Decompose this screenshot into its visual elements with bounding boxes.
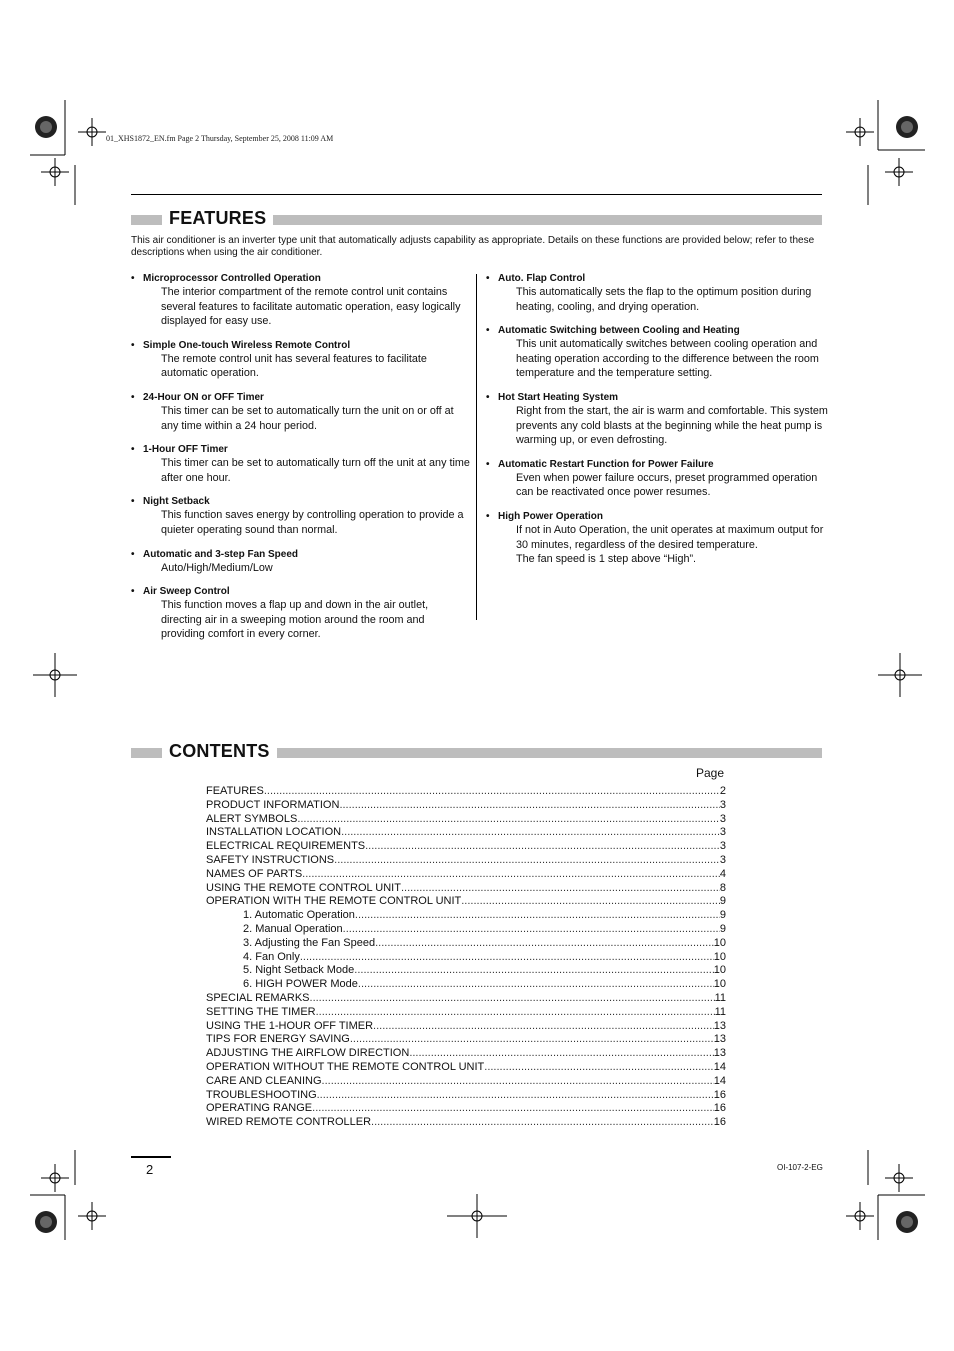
toc-entry-page: 3 — [719, 853, 726, 866]
toc-entry-page: 11 — [714, 1005, 726, 1018]
toc-entry-label: SPECIAL REMARKS — [206, 991, 310, 1004]
toc-entry-label: 2. Manual Operation — [243, 922, 343, 935]
toc-entry-label: INSTALLATION LOCATION — [206, 826, 342, 839]
toc-entry[interactable] — [206, 1047, 726, 1061]
feature-desc: This function moves a flap up and down in the air outlet, directing air in a sweeping motion around the room and providing comfort in every corner. — [161, 599, 429, 641]
toc-leader-dots — [310, 992, 715, 1006]
feature-item — [486, 458, 828, 500]
feature-desc: Right from the start, the air is warm and comfortable. This system prevents any cold blasts at the beginning while the heat pump is warming up, or even defrosting. — [516, 404, 828, 447]
features-right-column — [486, 272, 828, 567]
toc-entry[interactable] — [206, 1061, 726, 1075]
toc-entry-page: 10 — [713, 936, 726, 949]
toc-entry[interactable] — [206, 937, 726, 951]
feature-desc: This unit automatically switches between cooling operation and heating operation according to the difference between the room temperature and the temperature setting. — [516, 338, 819, 380]
toc-entry-label: ADJUSTING THE AIRFLOW DIRECTION — [206, 1047, 410, 1060]
toc-entry[interactable] — [206, 1006, 726, 1020]
toc-entry[interactable] — [206, 964, 726, 978]
feature-head: • Simple One-touch Wireless Remote Control — [131, 339, 471, 352]
toc-entry[interactable] — [206, 868, 726, 882]
toc-entry-label: SAFETY INSTRUCTIONS — [206, 853, 335, 866]
table-of-contents — [206, 785, 726, 1130]
print-info-line: 01_XHS1872_EN.fm Page 2 Thursday, September 25, 2008 11:09 AM — [106, 134, 334, 143]
feature-head: • Automatic Switching between Cooling and Heating — [486, 324, 828, 337]
toc-entry-page: 13 — [713, 1019, 726, 1032]
toc-entry-label: WIRED REMOTE CONTROLLER — [206, 1116, 372, 1129]
page-number: 2 — [146, 1162, 154, 1177]
toc-entry-page: 14 — [713, 1060, 726, 1073]
toc-leader-dots — [312, 1102, 714, 1116]
toc-entry-label: 6. HIGH POWER Mode — [243, 978, 358, 991]
toc-entry-label: PRODUCT INFORMATION — [206, 798, 340, 811]
toc-leader-dots — [339, 799, 719, 813]
toc-entry-label: TROUBLESHOOTING — [206, 1088, 317, 1101]
toc-entry-page: 9 — [719, 895, 726, 908]
toc-entry-label: SETTING THE TIMER — [206, 1005, 316, 1018]
toc-leader-dots — [355, 909, 720, 923]
feature-desc: Auto/High/Medium/Low — [161, 561, 273, 574]
features-title: FEATURES — [169, 208, 272, 229]
toc-entry-label: OPERATION WITH THE REMOTE CONTROL UNIT — [206, 895, 462, 908]
feature-desc: This timer can be set to automatically turn off the unit at any time after one hour. — [161, 457, 470, 484]
toc-entry[interactable] — [206, 1089, 726, 1103]
feature-head: • Hot Start Heating System — [486, 391, 828, 404]
toc-entry[interactable] — [206, 826, 726, 840]
toc-entry-label: OPERATION WITHOUT THE REMOTE CONTROL UNIT — [206, 1060, 485, 1073]
toc-entry[interactable] — [206, 978, 726, 992]
toc-entry-label: USING THE 1-HOUR OFF TIMER — [206, 1019, 374, 1032]
toc-entry[interactable] — [206, 951, 726, 965]
toc-entry-page: 10 — [713, 978, 726, 991]
toc-entry-label: USING THE REMOTE CONTROL UNIT — [206, 881, 401, 894]
toc-leader-dots — [461, 895, 720, 909]
toc-leader-dots — [484, 1061, 713, 1075]
toc-leader-dots — [373, 1020, 714, 1034]
features-left-column — [131, 272, 471, 642]
contents-heading — [131, 743, 822, 763]
feature-item — [131, 443, 471, 485]
toc-entry-page: 13 — [713, 1047, 726, 1060]
toc-entry-page: 11 — [714, 991, 726, 1004]
toc-leader-dots — [297, 813, 720, 827]
toc-entry-page: 13 — [713, 1033, 726, 1046]
toc-entry-page: 10 — [713, 964, 726, 977]
toc-entry[interactable] — [206, 1102, 726, 1116]
toc-leader-dots — [354, 964, 713, 978]
toc-leader-dots — [317, 1089, 714, 1103]
feature-desc: This function saves energy by controlling operation to provide a quieter operating sound than normal. — [161, 509, 464, 536]
contents-title: CONTENTS — [169, 741, 276, 762]
feature-desc: The remote control unit has several features to facilitate automatic operation. — [161, 352, 427, 380]
toc-entry-page: 10 — [713, 950, 726, 963]
toc-entry-label: TIPS FOR ENERGY SAVING — [206, 1033, 350, 1046]
toc-leader-dots — [334, 854, 720, 868]
heading-bar-right — [277, 748, 822, 758]
toc-leader-dots — [300, 951, 714, 965]
toc-leader-dots — [322, 1075, 714, 1089]
feature-item — [131, 272, 471, 329]
features-heading — [131, 210, 822, 230]
feature-item — [131, 391, 471, 433]
toc-entry-label: 5. Night Setback Mode — [243, 964, 355, 977]
toc-entry-page: 8 — [719, 881, 726, 894]
toc-entry[interactable] — [206, 813, 726, 827]
feature-item — [131, 339, 471, 381]
toc-entry[interactable] — [206, 1116, 726, 1130]
toc-entry[interactable] — [206, 1033, 726, 1047]
toc-leader-dots — [365, 840, 720, 854]
column-divider — [476, 274, 477, 620]
toc-entry[interactable] — [206, 840, 726, 854]
toc-leader-dots — [375, 937, 714, 951]
feature-head: • 24-Hour ON or OFF Timer — [131, 391, 471, 404]
toc-entry-page: 4 — [719, 867, 726, 880]
toc-entry[interactable] — [206, 895, 726, 909]
toc-leader-dots — [358, 978, 714, 992]
toc-entry-page: 3 — [719, 826, 726, 839]
toc-entry-label: CARE AND CLEANING — [206, 1074, 322, 1087]
feature-item — [131, 548, 471, 576]
toc-entry-page: 9 — [719, 922, 726, 935]
feature-head: • 1-Hour OFF Timer — [131, 443, 471, 456]
toc-entry-page: 16 — [713, 1088, 726, 1101]
toc-leader-dots — [302, 868, 720, 882]
feature-item — [486, 510, 828, 567]
heading-bar-right — [273, 215, 822, 225]
toc-entry-page: 9 — [719, 909, 726, 922]
toc-entry-page: 3 — [719, 840, 726, 853]
feature-head: • Air Sweep Control — [131, 585, 471, 598]
toc-entry-page: 3 — [719, 812, 726, 825]
toc-entry-page: 16 — [713, 1102, 726, 1115]
features-intro: This air conditioner is an inverter type unit that automatically adjusts capability as appropriate. Details on these functions are provided below; refer to these descriptions when using the air conditioner. — [131, 235, 815, 258]
toc-entry-label: 4. Fan Only — [243, 950, 300, 963]
toc-entry[interactable] — [206, 854, 726, 868]
toc-entry[interactable] — [206, 992, 726, 1006]
feature-desc: This timer can be set to automatically turn the unit on or off at any time within a 24 hour period. — [161, 404, 454, 432]
heading-bar-left — [131, 748, 162, 758]
toc-leader-dots — [350, 1033, 714, 1047]
toc-entry[interactable] — [206, 923, 726, 937]
feature-item — [131, 585, 471, 642]
toc-entry-label: FEATURES — [206, 785, 264, 797]
feature-head: • Automatic Restart Function for Power Failure — [486, 458, 828, 471]
feature-desc: Even when power failure occurs, preset programmed operation can be reactivated once power resumes. — [516, 471, 818, 499]
toc-entry-label: 3. Adjusting the Fan Speed — [243, 936, 376, 949]
document-id: OI-107-2-EG — [777, 1163, 823, 1172]
toc-entry[interactable] — [206, 799, 726, 813]
toc-entry-label: OPERATING RANGE — [206, 1102, 313, 1115]
toc-entry-label: ELECTRICAL REQUIREMENTS — [206, 840, 366, 853]
toc-entry-page: 16 — [713, 1116, 726, 1129]
feature-head: • Automatic and 3-step Fan Speed — [131, 548, 471, 561]
toc-page-column-header: Page — [696, 766, 725, 780]
toc-leader-dots — [401, 882, 720, 896]
header-rule — [131, 194, 822, 195]
feature-head: • High Power Operation — [486, 510, 828, 523]
feature-item — [486, 324, 828, 381]
heading-bar-left — [131, 215, 162, 225]
feature-desc: This automatically sets the flap to the optimum position during heating, cooling, and drying operation. — [516, 286, 812, 313]
toc-entry[interactable] — [206, 1075, 726, 1089]
toc-entry-label: NAMES OF PARTS — [206, 867, 303, 880]
feature-head: • Microprocessor Controlled Operation — [131, 272, 471, 285]
feature-item — [486, 391, 828, 448]
toc-entry-page: 3 — [719, 798, 726, 811]
footer-rule — [131, 1156, 171, 1158]
toc-leader-dots — [371, 1116, 714, 1130]
feature-item — [486, 272, 828, 314]
feature-desc: If not in Auto Operation, the unit operates at maximum output for 30 minutes, regardless of the desired temperature. — [516, 523, 824, 551]
toc-entry[interactable] — [206, 1020, 726, 1034]
feature-desc: The interior compartment of the remote control unit contains several features to facilitate automatic operation, easy logically displayed for easy use. — [161, 286, 461, 328]
toc-entry-page: 2 — [719, 785, 726, 797]
feature-desc-extra: The fan speed is 1 step above “High”. — [516, 553, 697, 566]
toc-leader-dots — [316, 1006, 715, 1020]
feature-head: • Auto. Flap Control — [486, 272, 828, 285]
toc-leader-dots — [264, 785, 720, 799]
toc-entry-label: ALERT SYMBOLS — [206, 812, 298, 825]
toc-leader-dots — [343, 923, 720, 937]
toc-entry-label: 1. Automatic Operation — [243, 909, 355, 922]
toc-entry[interactable] — [206, 882, 726, 896]
feature-head: • Night Setback — [131, 495, 471, 508]
toc-leader-dots — [409, 1047, 713, 1061]
toc-entry[interactable] — [206, 785, 726, 799]
toc-leader-dots — [341, 826, 720, 840]
toc-entry[interactable] — [206, 909, 726, 923]
feature-item — [131, 495, 471, 537]
toc-entry-page: 14 — [713, 1074, 726, 1087]
